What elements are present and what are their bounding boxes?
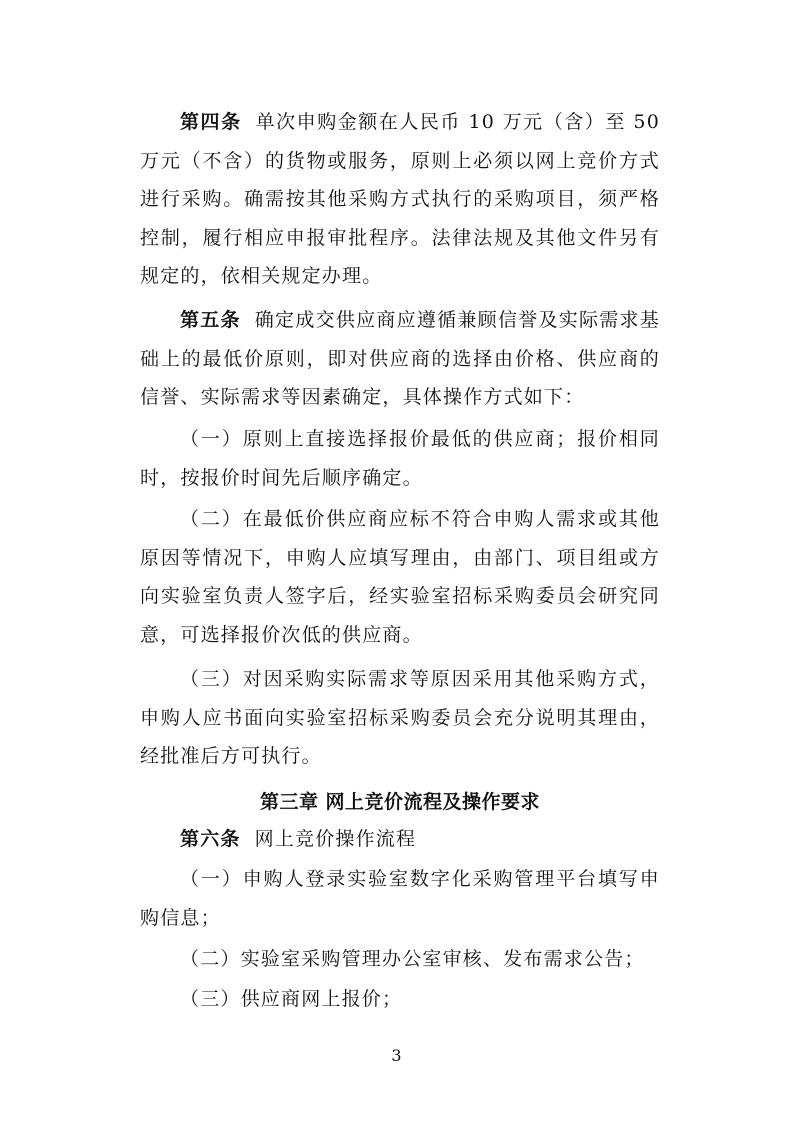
- article-4-text: 单次申购金额在人民币 10 万元（含）至 50 万元（不含）的货物或服务，原则上必须以网上竞价方式进行采购。确需按其他采购方式执行的采购项目，须严格控制，履行相应申报审批程序。法律法规及其他文件另有规定的，依相关规定办理。: [140, 111, 660, 287]
- article-5-item-1: （一）原则上直接选择报价最低的供应商；报价相同时，按报价时间先后顺序确定。: [140, 428, 660, 489]
- article-4-label: 第四条: [180, 111, 242, 133]
- article-6-label: 第六条: [180, 828, 241, 850]
- article-5-text: 确定成交供应商应遵循兼顾信誉及实际需求基础上的最低价原则，即对供应商的选择由价格、供应商的信誉、实际需求等因素确定，具体操作方式如下：: [140, 309, 660, 408]
- article-5-label: 第五条: [180, 309, 241, 331]
- chapter-title: 第三章 网上竞价流程及操作要求: [259, 791, 541, 813]
- article-6-item-3: （三）供应商网上报价；: [180, 988, 403, 1010]
- article-6-item-2: （二）实验室采购管理办公室审核、发布需求公告；: [180, 948, 645, 970]
- article-6-text: 网上竞价操作流程: [254, 828, 417, 850]
- article-5: [140, 301, 660, 417]
- article-6-item-1: （一）申购人登录实验室数字化采购管理平台填写申购信息；: [140, 868, 660, 929]
- page-number: 3: [391, 1046, 402, 1065]
- article-4: [140, 103, 660, 296]
- article-5-item-2: （二）在最低价供应商应标不符合申购人需求或其他原因等情况下，申购人应填写理由，由部门、项目组或方向实验室负责人签字后，经实验室招标采购委员会研究同意，可选择报价次低的供应商。: [140, 508, 660, 646]
- article-5-item-3: （三）对因采购实际需求等原因采用其他采购方式，申购人应书面向实验室招标采购委员会充分说明其理由，经批准后方可执行。: [140, 668, 660, 767]
- article-6: [140, 820, 660, 859]
